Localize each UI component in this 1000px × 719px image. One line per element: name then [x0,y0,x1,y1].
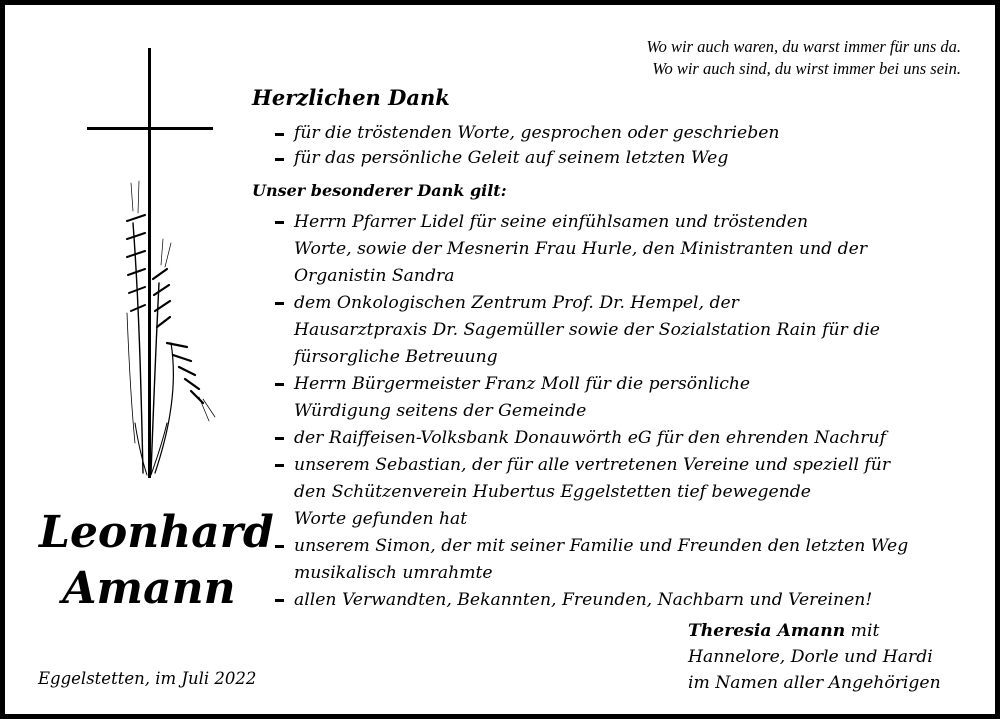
special-thanks-heading: Unser besonderer Dank gilt: [252,181,507,200]
wheat-icon [127,181,215,475]
list-item-line: unserem Simon, der mit seiner Familie und Freunden den letzten Weg [294,536,909,556]
list-item-line: Hausarztpraxis Dr. Sagemüller sowie der Sozialstation Rain für die [294,320,880,340]
deceased-first-name: Leonhard [39,507,274,558]
heading: Herzlichen Dank [252,85,450,110]
thanks-list [273,121,779,170]
list-item [273,533,908,587]
list-item [273,290,908,371]
list-item-line: Herrn Bürgermeister Franz Moll für die persönliche [294,374,751,394]
motto-line: Wo wir auch waren, du warst immer für uns da. [646,37,961,56]
list-item: für die tröstenden Worte, gesprochen oder geschrieben [273,121,779,146]
place-date: Eggelstetten, im Juli 2022 [38,669,257,688]
signature-line: Hannelore, Dorle und Hardi [688,647,933,667]
signature-name: Theresia Amann [688,621,846,641]
signature-suffix: mit [845,621,880,641]
list-item-line: musikalisch umrahmte [294,563,493,583]
list-item-line: Herrn Pfarrer Lidel für seine einfühlsamen und tröstenden [294,212,809,232]
list-item [273,425,908,452]
list-item-line: fürsorgliche Betreuung [294,347,498,367]
list-item-line: Worte gefunden hat [294,509,468,529]
special-thanks-list [273,209,908,614]
list-item-line: dem Onkologischen Zentrum Prof. Dr. Hempel, der [294,293,739,313]
signature-line: im Namen aller Angehörigen [688,673,941,693]
list-item: für das persönliche Geleit auf seinem letzten Weg [273,146,779,171]
list-item-line: Würdigung seitens der Gemeinde [294,401,587,421]
list-item [273,209,908,290]
list-item [273,587,908,614]
signature [688,618,941,696]
motto-line: Wo wir auch sind, du wirst immer bei uns sein. [652,59,961,78]
list-item [273,371,908,425]
deceased-name [39,505,274,617]
list-item-line: Organistin Sandra [294,266,455,286]
cross-and-wheat-illustration [75,43,235,483]
list-item-line: allen Verwandten, Bekannten, Freunden, Nachbarn und Vereinen! [294,590,873,610]
list-item-line: den Schützenverein Hubertus Eggelstetten tief bewegende [294,482,811,502]
list-item-line: unserem Sebastian, der für alle vertretenen Vereine und speziell für [294,455,891,475]
motto [646,36,961,80]
signature-line [688,618,941,644]
deceased-last-name: Amann [62,563,236,614]
list-item [273,452,908,533]
list-item-line: der Raiffeisen-Volksbank Donauwörth eG für den ehrenden Nachruf [294,428,886,448]
cross-icon [87,48,213,478]
list-item-line: Worte, sowie der Mesnerin Frau Hurle, den Ministranten und der [294,239,868,259]
